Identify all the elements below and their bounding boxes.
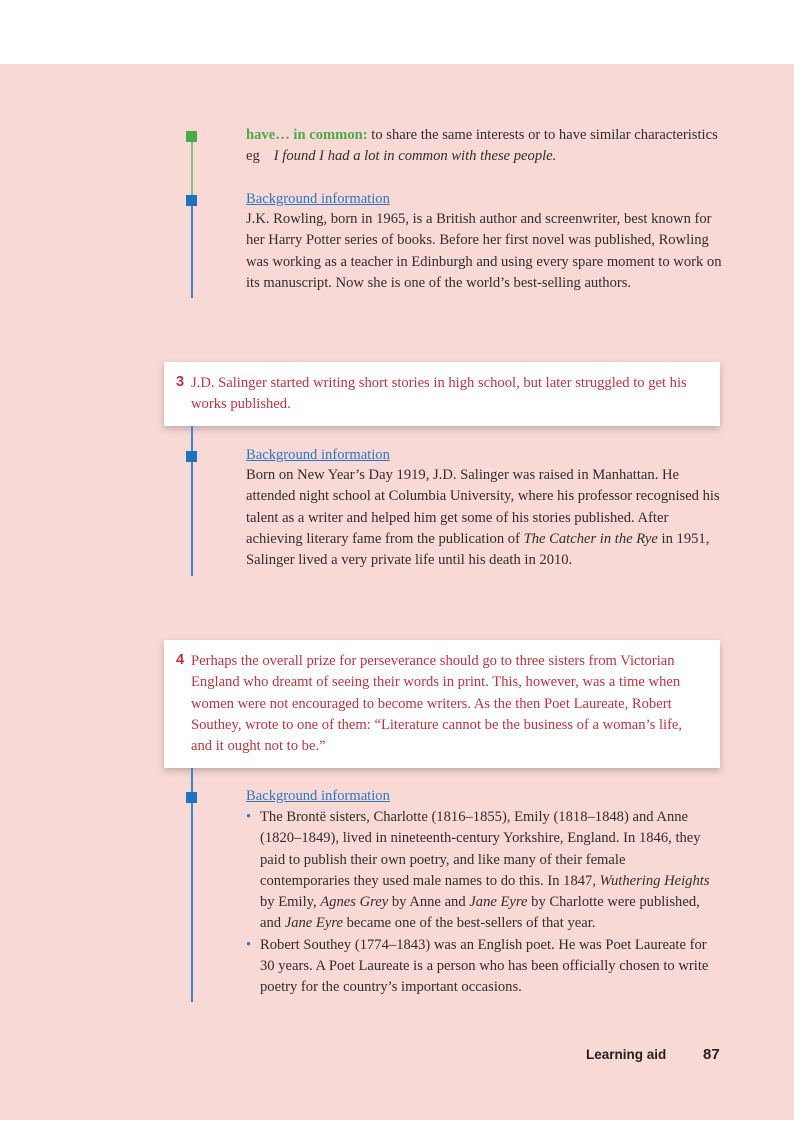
- bg1-marker-icon: [186, 195, 197, 206]
- bg2-heading[interactable]: Background information: [246, 447, 390, 463]
- bg1-rail: [191, 200, 193, 298]
- bg3-list: [246, 807, 716, 999]
- bullet-text: Robert Southey (1774–1843) was an English poet. He was Poet Laureate for 30 years. A Poet Laureate is a person who has been officially chosen to write poetry for the country’s important occasions.: [260, 936, 709, 996]
- book-title: Jane Eyre: [284, 915, 343, 932]
- book-title: Wuthering Heights: [599, 872, 710, 889]
- book-title: The Catcher in the Rye: [523, 530, 658, 547]
- bullet-text-part: by Anne and: [388, 894, 470, 911]
- bullet-text-part: by Charlotte were published, and: [260, 894, 700, 932]
- bg3-rail: [191, 768, 193, 1002]
- vocab-marker-icon: [186, 131, 197, 142]
- bg3-heading[interactable]: Background information: [246, 788, 390, 804]
- bg2-rail: [191, 426, 193, 576]
- bullet-text-part: became one of the best-sellers of that year.: [342, 915, 596, 932]
- bullet-text-part: The Brontë sisters, Charlotte (1816–1855), Emily (1818–1848) and Anne (1820–1849), lived in nineteenth-century Yorkshire, England. In 1846, they paid to publish their own poetry, and like many of their female contemporaries they used male names to do this. In 1847,: [260, 809, 701, 889]
- bg1-text: J.K. Rowling, born in 1965, is a British author and screenwriter, best known for her Harry Potter series of books. Before her first novel was published, Rowling was working as a teacher in Edinburgh and using every spare moment to work on its manuscript. Now she is one of the world’s best-selling authors.: [246, 211, 722, 291]
- bullet-item: [246, 935, 716, 999]
- question-4-number: 4: [176, 652, 185, 668]
- bg2-text-part: in 1951, Salinger lived a very private life until his death in 2010.: [246, 530, 710, 569]
- bg2-text-part: Born on New Year’s Day 1919, J.D. Salinger was raised in Manhattan. He attended night school at Columbia University, where his professor recognised his talent as a writer and helped him get some of his stories published. After achieving literary fame from the publication of: [246, 467, 720, 547]
- question-3-text: J.D. Salinger started writing short stories in high school, but later struggled to get his works published.: [191, 375, 687, 413]
- vocab-definition: to share the same interests or to have similar characteristics: [371, 127, 718, 143]
- book-title: Agnes Grey: [320, 894, 389, 911]
- example-label: eg: [246, 148, 260, 165]
- bg1-heading[interactable]: Background information: [246, 191, 390, 207]
- question-3-number: 3: [176, 374, 185, 390]
- book-title: Jane Eyre: [469, 894, 528, 911]
- vocab-rail: [191, 136, 193, 200]
- bullet-item: [246, 807, 716, 935]
- vocab-term: have… in common:: [246, 127, 368, 143]
- bullet-text-part: by Emily,: [260, 894, 321, 911]
- page-number: 87: [703, 1046, 720, 1063]
- bg3-marker-icon: [186, 792, 197, 803]
- vocab-note: [246, 125, 726, 168]
- footer-label: Learning aid: [586, 1047, 667, 1062]
- question-4-text: Perhaps the overall prize for perseverance should go to three sisters from Victorian England who dreamt of seeing their words in print. This, however, was a time when women were not encouraged to become writers. As the then Poet Laureate, Robert Southey, wrote to one of them: “Literature cannot be the business of a woman’s life, and it ought not to be.”: [191, 653, 683, 755]
- example-text: I found I had a lot in common with these people.: [273, 148, 557, 165]
- bg2-text: [246, 465, 724, 571]
- bg2-marker-icon: [186, 451, 197, 462]
